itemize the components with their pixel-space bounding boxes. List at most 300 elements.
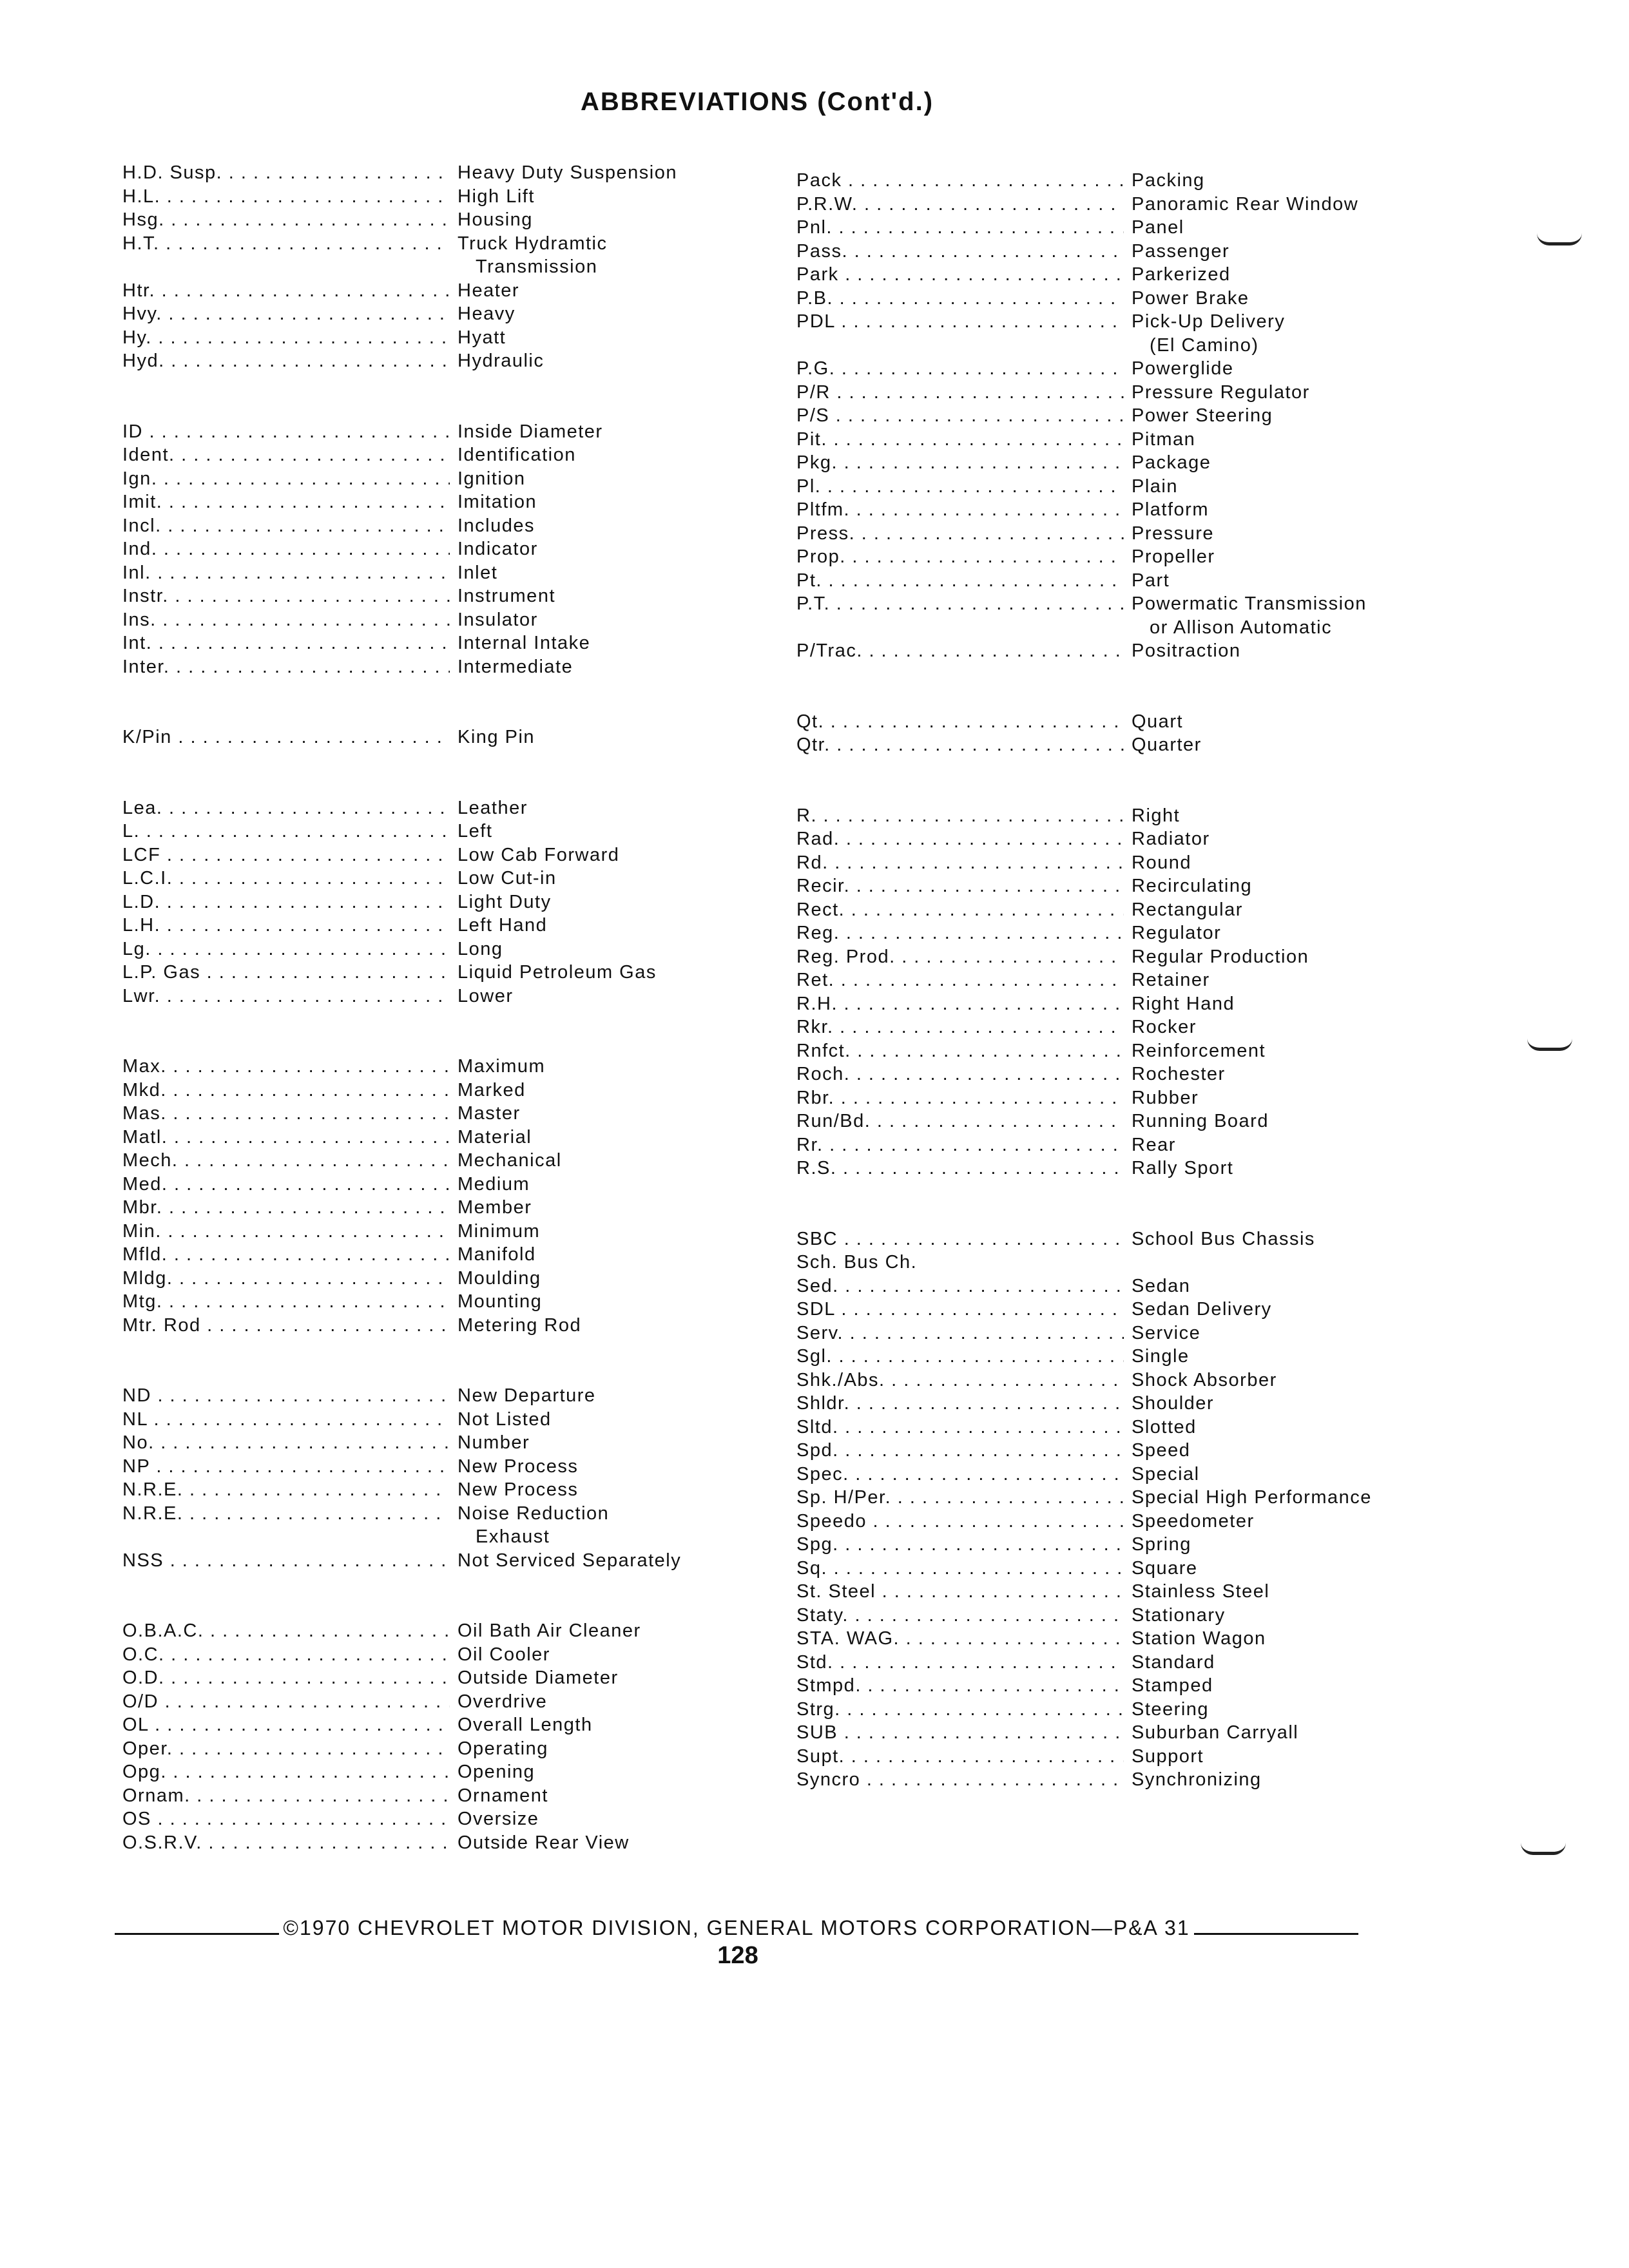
meaning-text: Suburban Carryall bbox=[1132, 1722, 1299, 1743]
meaning-text: Steering bbox=[1132, 1698, 1210, 1720]
abbreviation-meaning bbox=[450, 467, 702, 491]
abbreviation-term: Recir. . . . bbox=[796, 874, 1124, 898]
abbreviation-meaning bbox=[450, 1455, 702, 1479]
abbreviation-meaning bbox=[1124, 1086, 1389, 1110]
meaning-text: King Pin bbox=[458, 727, 535, 747]
meaning-text: Lower bbox=[458, 985, 514, 1006]
abbreviation-term: NSS . . . bbox=[122, 1549, 450, 1573]
meaning-text: New Departure bbox=[458, 1385, 596, 1406]
meaning-text: Left Hand bbox=[458, 915, 548, 936]
abbreviation-entry bbox=[796, 1674, 1389, 1698]
abbreviation-meaning bbox=[1124, 874, 1389, 898]
abbreviation-entry bbox=[796, 710, 1389, 734]
abbreviation-term: Mas. . . . bbox=[122, 1102, 450, 1126]
meaning-text: Plain bbox=[1132, 476, 1178, 497]
abbreviation-meaning bbox=[450, 914, 702, 937]
meaning-text: Number bbox=[458, 1432, 530, 1453]
abbreviation-entry bbox=[796, 1721, 1389, 1745]
abbreviation-entry bbox=[796, 404, 1389, 428]
abbreviation-meaning bbox=[1124, 263, 1389, 287]
abbreviation-meaning bbox=[450, 1290, 702, 1314]
abbreviation-term: Pass. . . . bbox=[796, 240, 1124, 264]
abbreviation-term: OL . . . bbox=[122, 1713, 450, 1737]
abbreviation-entry bbox=[796, 1133, 1389, 1157]
abbreviation-entry bbox=[796, 592, 1389, 639]
abbreviation-entry bbox=[796, 851, 1389, 875]
abbreviation-entry bbox=[796, 1557, 1389, 1581]
abbreviation-entry bbox=[122, 1290, 702, 1314]
abbreviation-meaning bbox=[450, 1502, 702, 1549]
abbreviation-meaning bbox=[1124, 569, 1389, 593]
abbreviation-term: NP . . . bbox=[122, 1455, 450, 1479]
meaning-text: Long bbox=[458, 938, 503, 959]
meaning-text: Imitation bbox=[458, 492, 537, 512]
meaning-text: Powermatic Transmission bbox=[1132, 593, 1367, 614]
abbreviation-entry bbox=[122, 1102, 702, 1126]
abbreviation-term: Rr. . . . bbox=[796, 1133, 1124, 1157]
abbreviation-group bbox=[122, 1619, 702, 1854]
abbreviation-term: Rbr. . . . bbox=[796, 1086, 1124, 1110]
abbreviation-group bbox=[796, 804, 1389, 1180]
abbreviation-entry bbox=[122, 1784, 702, 1808]
abbreviation-term: SUB . . . bbox=[796, 1721, 1124, 1745]
meaning-text: Oil Bath Air Cleaner bbox=[458, 1620, 641, 1641]
abbreviation-entry bbox=[122, 608, 702, 632]
abbreviation-term: P.T. . . . bbox=[796, 592, 1124, 616]
abbreviation-meaning bbox=[450, 726, 702, 749]
abbreviation-meaning bbox=[450, 1079, 702, 1102]
abbreviation-meaning bbox=[1124, 968, 1389, 992]
meaning-text: Includes bbox=[458, 515, 535, 536]
abbreviation-term: Rkr. . . . bbox=[796, 1015, 1124, 1039]
abbreviation-meaning bbox=[1124, 1557, 1389, 1581]
abbreviation-meaning bbox=[1124, 1015, 1389, 1039]
abbreviation-term: L.H. . . . bbox=[122, 914, 450, 937]
abbreviation-term: H.D. Susp. . . . bbox=[122, 161, 450, 185]
meaning-text: Recirculating bbox=[1132, 876, 1253, 896]
abbreviation-entry bbox=[122, 537, 702, 561]
abbreviation-term: Lg. . . . bbox=[122, 937, 450, 961]
abbreviation-entry bbox=[796, 451, 1389, 475]
abbreviation-term: P.B. . . . bbox=[796, 287, 1124, 311]
abbreviation-term: Spd. . . . bbox=[796, 1439, 1124, 1463]
abbreviation-term: Shldr. . . . bbox=[796, 1392, 1124, 1416]
abbreviation-entry bbox=[796, 428, 1389, 452]
abbreviation-term: K/Pin . . . bbox=[122, 726, 450, 749]
abbreviation-entry bbox=[796, 874, 1389, 898]
abbreviation-meaning bbox=[1124, 1627, 1389, 1651]
abbreviation-meaning bbox=[1124, 1321, 1389, 1345]
abbreviation-term: Med. . . . bbox=[122, 1173, 450, 1196]
abbreviation-meaning bbox=[450, 1643, 702, 1667]
abbreviation-meaning bbox=[1124, 1745, 1389, 1769]
abbreviation-meaning bbox=[1124, 898, 1389, 922]
abbreviation-meaning bbox=[450, 1149, 702, 1173]
abbreviation-meaning bbox=[1124, 1110, 1389, 1133]
meaning-text: Retainer bbox=[1132, 970, 1210, 990]
meaning-text: Right bbox=[1132, 805, 1181, 826]
abbreviation-group bbox=[122, 1055, 702, 1337]
abbreviation-entry bbox=[796, 1298, 1389, 1321]
abbreviation-meaning bbox=[1124, 1698, 1389, 1722]
abbreviation-term: O.C. . . . bbox=[122, 1643, 450, 1667]
abbreviation-term: Press. . . . bbox=[796, 522, 1124, 546]
abbreviation-term: Run/Bd. . . . bbox=[796, 1110, 1124, 1133]
meaning-text: Power Brake bbox=[1132, 287, 1249, 309]
abbreviation-term: N.R.E. . . . bbox=[122, 1478, 450, 1502]
abbreviation-meaning bbox=[1124, 1463, 1389, 1486]
abbreviation-term: Supt. . . . bbox=[796, 1745, 1124, 1769]
abbreviation-meaning bbox=[450, 1102, 702, 1126]
meaning-text: Rochester bbox=[1132, 1064, 1226, 1084]
meaning-text: Rocker bbox=[1132, 1017, 1197, 1037]
abbreviation-meaning bbox=[450, 1314, 702, 1338]
meaning-text: New Process bbox=[458, 1456, 579, 1477]
meaning-text: Outside Rear View bbox=[458, 1832, 630, 1853]
abbreviation-entry bbox=[122, 961, 702, 985]
meaning-text: Service bbox=[1132, 1322, 1201, 1343]
abbreviation-meaning bbox=[1124, 475, 1389, 499]
meaning-text: Stamped bbox=[1132, 1675, 1213, 1696]
abbreviation-meaning bbox=[1124, 287, 1389, 311]
abbreviation-meaning bbox=[450, 796, 702, 820]
abbreviation-entry bbox=[122, 1196, 702, 1220]
abbreviation-term: Opg. . . . bbox=[122, 1760, 450, 1784]
abbreviation-meaning bbox=[1124, 851, 1389, 875]
meaning-text: Heater bbox=[458, 280, 520, 301]
meaning-text: Platform bbox=[1132, 499, 1209, 520]
abbreviation-entry bbox=[122, 914, 702, 937]
meaning-text: Member bbox=[458, 1197, 532, 1218]
abbreviation-group bbox=[796, 710, 1389, 757]
meaning-text: Radiator bbox=[1132, 829, 1210, 849]
abbreviation-entry bbox=[122, 1055, 702, 1079]
abbreviation-group bbox=[122, 1384, 702, 1572]
abbreviation-entry bbox=[122, 1243, 702, 1267]
abbreviation-entry bbox=[796, 921, 1389, 945]
abbreviation-meaning bbox=[1124, 498, 1389, 522]
abbreviation-term: Pt. . . . bbox=[796, 569, 1124, 593]
meaning-text: Regular Production bbox=[1132, 946, 1309, 967]
abbreviation-entry bbox=[122, 420, 702, 444]
abbreviation-meaning bbox=[450, 584, 702, 608]
meaning-text: Heavy bbox=[458, 303, 516, 324]
abbreviation-term: ND . . . bbox=[122, 1384, 450, 1408]
abbreviation-meaning bbox=[450, 1126, 702, 1149]
abbreviation-entry bbox=[122, 326, 702, 350]
meaning-text: Metering Rod bbox=[458, 1314, 582, 1336]
abbreviation-entry bbox=[796, 381, 1389, 405]
page-number: 128 bbox=[717, 1942, 758, 1969]
abbreviation-entry bbox=[796, 733, 1389, 757]
abbreviation-meaning bbox=[1124, 193, 1389, 216]
abbreviation-meaning bbox=[450, 349, 702, 373]
abbreviation-term: Reg. Prod. . . . bbox=[796, 945, 1124, 969]
abbreviation-entry bbox=[122, 1173, 702, 1196]
abbreviation-entry bbox=[122, 561, 702, 585]
abbreviation-term: Sp. H/Per. . . . bbox=[796, 1486, 1124, 1510]
abbreviation-meaning bbox=[450, 1196, 702, 1220]
abbreviation-term: Strg. . . . bbox=[796, 1698, 1124, 1722]
abbreviation-entry bbox=[796, 1698, 1389, 1722]
abbreviation-term: Instr. . . . bbox=[122, 584, 450, 608]
meaning-text: Powerglide bbox=[1132, 358, 1234, 379]
meaning-text: Overdrive bbox=[458, 1691, 548, 1712]
abbreviation-meaning bbox=[1124, 381, 1389, 405]
abbreviation-entry bbox=[122, 985, 702, 1008]
abbreviation-meaning bbox=[1124, 733, 1389, 757]
meaning-text: Rubber bbox=[1132, 1087, 1199, 1108]
meaning-text: Mounting bbox=[458, 1291, 543, 1312]
abbreviation-entry bbox=[122, 631, 702, 655]
abbreviation-term: H.T. . . . bbox=[122, 232, 450, 256]
meaning-text: Ornament bbox=[458, 1785, 548, 1806]
abbreviation-entry bbox=[122, 1666, 702, 1690]
abbreviation-term: OS . . . bbox=[122, 1807, 450, 1831]
abbreviation-term: Ident. . . . bbox=[122, 443, 450, 467]
abbreviation-entry bbox=[796, 522, 1389, 546]
abbreviation-entry bbox=[122, 161, 702, 185]
abbreviation-entry bbox=[796, 498, 1389, 522]
abbreviation-meaning bbox=[450, 537, 702, 561]
abbreviation-meaning bbox=[1124, 992, 1389, 1016]
abbreviation-entry bbox=[796, 1110, 1389, 1133]
abbreviation-meaning bbox=[450, 1267, 702, 1291]
meaning-text: Positraction bbox=[1132, 640, 1241, 661]
abbreviation-term: L.C.I. . . . bbox=[122, 867, 450, 890]
abbreviation-entry bbox=[122, 514, 702, 538]
abbreviation-entry bbox=[796, 1463, 1389, 1486]
abbreviation-meaning bbox=[450, 1713, 702, 1737]
abbreviation-meaning bbox=[450, 1737, 702, 1761]
meaning-text: Square bbox=[1132, 1557, 1198, 1579]
abbreviation-entry bbox=[796, 240, 1389, 264]
meaning-text: Reinforcement bbox=[1132, 1040, 1266, 1061]
meaning-text: Part bbox=[1132, 570, 1170, 591]
abbreviation-meaning bbox=[450, 1760, 702, 1784]
meaning-text: Low Cab Forward bbox=[458, 844, 620, 865]
abbreviation-entry bbox=[796, 1345, 1389, 1369]
abbreviation-entry bbox=[796, 263, 1389, 287]
meaning-text: Package bbox=[1132, 452, 1211, 473]
abbreviation-term: Inl. . . . bbox=[122, 561, 450, 585]
abbreviation-entry bbox=[122, 584, 702, 608]
abbreviation-term: Hsg. . . . bbox=[122, 208, 450, 232]
abbreviation-group bbox=[796, 1227, 1389, 1792]
abbreviation-entry bbox=[796, 357, 1389, 381]
abbreviation-entry bbox=[796, 1039, 1389, 1063]
abbreviation-entry bbox=[122, 1149, 702, 1173]
abbreviation-meaning bbox=[1124, 1651, 1389, 1675]
abbreviation-term: Pkg. . . . bbox=[796, 451, 1124, 475]
meaning-text: Leather bbox=[458, 797, 528, 818]
abbreviation-term: SDL . . . bbox=[796, 1298, 1124, 1321]
abbreviation-meaning bbox=[450, 1173, 702, 1196]
abbreviation-entry bbox=[796, 216, 1389, 240]
footer-copyright: ©1970 CHEVROLET MOTOR DIVISION, GENERAL MOTORS CORPORATION—P&A 31 bbox=[283, 1916, 1190, 1939]
abbreviation-entry bbox=[796, 1321, 1389, 1345]
abbreviation-entry bbox=[796, 992, 1389, 1016]
meaning-text: Station Wagon bbox=[1132, 1628, 1266, 1649]
meaning-text: Pitman bbox=[1132, 428, 1196, 450]
abbreviation-term: Ret. . . . bbox=[796, 968, 1124, 992]
abbreviation-meaning bbox=[1124, 1369, 1389, 1392]
abbreviation-meaning bbox=[450, 1431, 702, 1455]
meaning-text: School Bus Chassis bbox=[1132, 1228, 1315, 1249]
meaning-text: Oil Cooler bbox=[458, 1644, 550, 1665]
abbreviation-entry bbox=[122, 1643, 702, 1667]
abbreviation-meaning bbox=[450, 232, 702, 279]
abbreviation-meaning bbox=[450, 867, 702, 890]
meaning-text: Shock Absorber bbox=[1132, 1369, 1277, 1390]
abbreviation-term: Imit. . . . bbox=[122, 490, 450, 514]
abbreviation-meaning bbox=[450, 514, 702, 538]
meaning-text: Sedan Delivery bbox=[1132, 1299, 1272, 1320]
meaning-text: Ignition bbox=[458, 468, 526, 489]
abbreviation-meaning bbox=[1124, 1486, 1389, 1510]
abbreviation-meaning bbox=[1124, 404, 1389, 428]
meaning-text: Stationary bbox=[1132, 1604, 1226, 1626]
abbreviation-entry bbox=[796, 193, 1389, 216]
meaning-text: Standard bbox=[1132, 1651, 1215, 1673]
meaning-text: Inlet bbox=[458, 562, 498, 583]
abbreviation-term: Lwr. . . . bbox=[122, 985, 450, 1008]
meaning-text: Pressure Regulator bbox=[1132, 381, 1310, 403]
meaning-text: Hyatt bbox=[458, 327, 506, 348]
abbreviation-term: Mtg. . . . bbox=[122, 1290, 450, 1314]
meaning-text: Rear bbox=[1132, 1134, 1176, 1155]
abbreviation-entry bbox=[796, 1086, 1389, 1110]
abbreviation-meaning bbox=[1124, 1510, 1389, 1533]
abbreviation-entry bbox=[796, 898, 1389, 922]
abbreviation-meaning bbox=[1124, 522, 1389, 546]
abbreviation-term: Lea. . . . bbox=[122, 796, 450, 820]
footer-rule-left bbox=[115, 1933, 279, 1935]
meaning-continuation: Exhaust bbox=[476, 1526, 550, 1547]
abbreviation-meaning bbox=[1124, 428, 1389, 452]
meaning-text: Synchronizing bbox=[1132, 1769, 1262, 1790]
meaning-text: Moulding bbox=[458, 1267, 541, 1289]
meaning-text: Not Serviced Separately bbox=[458, 1550, 682, 1571]
abbreviation-meaning bbox=[1124, 592, 1389, 639]
abbreviation-term: Mkd. . . . bbox=[122, 1079, 450, 1102]
abbreviation-entry bbox=[796, 1745, 1389, 1769]
abbreviation-entry bbox=[122, 232, 702, 279]
abbreviation-entry bbox=[796, 569, 1389, 593]
abbreviation-term: Mfld. . . . bbox=[122, 1243, 450, 1267]
abbreviation-meaning bbox=[450, 1055, 702, 1079]
abbreviation-meaning bbox=[1124, 1721, 1389, 1745]
abbreviation-meaning bbox=[450, 1666, 702, 1690]
meaning-text: Hydraulic bbox=[458, 351, 545, 371]
abbreviation-entry bbox=[796, 1604, 1389, 1628]
abbreviation-meaning bbox=[1124, 1157, 1389, 1180]
meaning-text: Single bbox=[1132, 1346, 1190, 1367]
meaning-text: Low Cut-in bbox=[458, 868, 557, 889]
abbreviation-meaning bbox=[450, 1784, 702, 1808]
meaning-text: High Lift bbox=[458, 186, 535, 207]
abbreviation-entry bbox=[122, 185, 702, 209]
abbreviation-term: Rad. . . . bbox=[796, 827, 1124, 851]
abbreviation-term: P.G. . . . bbox=[796, 357, 1124, 381]
abbreviation-term: Staty. . . . bbox=[796, 1604, 1124, 1628]
abbreviation-meaning bbox=[450, 1384, 702, 1408]
abbreviation-meaning bbox=[450, 890, 702, 914]
abbreviation-entry bbox=[796, 968, 1389, 992]
abbreviation-entry bbox=[122, 1713, 702, 1737]
meaning-text: Oversize bbox=[458, 1809, 539, 1829]
scan-mark bbox=[1527, 1039, 1572, 1051]
abbreviation-term: Rd. . . . bbox=[796, 851, 1124, 875]
meaning-text: Master bbox=[458, 1103, 521, 1124]
meaning-text: Material bbox=[458, 1126, 532, 1148]
meaning-text: Inside Diameter bbox=[458, 421, 603, 442]
abbreviation-meaning bbox=[1124, 1227, 1389, 1251]
abbreviation-meaning bbox=[1124, 827, 1389, 851]
abbreviation-term: St. Steel . . . bbox=[796, 1580, 1124, 1604]
abbreviation-entry bbox=[122, 1267, 702, 1291]
abbreviation-entry bbox=[122, 1807, 702, 1831]
abbreviation-term: Htr. . . . bbox=[122, 279, 450, 303]
abbreviation-entry bbox=[122, 1384, 702, 1408]
abbreviation-meaning bbox=[1124, 1392, 1389, 1416]
abbreviation-term: P/S . . . bbox=[796, 404, 1124, 428]
abbreviation-meaning bbox=[450, 443, 702, 467]
abbreviation-meaning bbox=[1124, 357, 1389, 381]
meaning-text: Marked bbox=[458, 1079, 526, 1100]
meaning-text: Round bbox=[1132, 852, 1191, 873]
abbreviation-term: Ign. . . . bbox=[122, 467, 450, 491]
abbreviation-term: P.R.W. . . . bbox=[796, 193, 1124, 216]
abbreviation-term: Reg. . . . bbox=[796, 921, 1124, 945]
meaning-text: Identification bbox=[458, 445, 576, 465]
abbreviation-term: O.D. . . . bbox=[122, 1666, 450, 1690]
abbreviation-term: Sch. Bus Ch. bbox=[796, 1252, 918, 1273]
footer-rule-right bbox=[1194, 1933, 1358, 1935]
abbreviation-meaning bbox=[1124, 310, 1389, 357]
abbreviation-meaning bbox=[1124, 804, 1389, 828]
abbreviation-term: Pl. . . . bbox=[796, 475, 1124, 499]
abbreviation-entry bbox=[122, 1690, 702, 1714]
abbreviation-term: Pit. . . . bbox=[796, 428, 1124, 452]
abbreviation-meaning bbox=[450, 1549, 702, 1573]
abbreviation-entry bbox=[796, 1627, 1389, 1651]
abbreviation-meaning bbox=[1124, 169, 1389, 193]
abbreviation-term: Stmpd. . . . bbox=[796, 1674, 1124, 1698]
meaning-text: Insulator bbox=[458, 609, 538, 630]
abbreviation-entry bbox=[796, 1651, 1389, 1675]
abbreviation-entry bbox=[122, 490, 702, 514]
meaning-text: Panoramic Rear Window bbox=[1132, 193, 1359, 215]
abbreviation-meaning bbox=[1124, 1533, 1389, 1557]
abbreviation-term: R.S. . . . bbox=[796, 1157, 1124, 1180]
abbreviation-entry bbox=[122, 937, 702, 961]
abbreviation-term: LCF . . . bbox=[122, 843, 450, 867]
meaning-text: Passenger bbox=[1132, 240, 1230, 262]
meaning-text: Opening bbox=[458, 1762, 535, 1782]
abbreviation-entry bbox=[122, 1502, 702, 1549]
abbreviation-entry bbox=[122, 1455, 702, 1479]
meaning-text: Special bbox=[1132, 1463, 1200, 1485]
meaning-continuation: (El Camino) bbox=[1150, 334, 1259, 356]
abbreviation-entry bbox=[796, 1486, 1389, 1510]
abbreviation-term: H.L. . . . bbox=[122, 185, 450, 209]
abbreviation-entry bbox=[122, 1126, 702, 1149]
abbreviation-term: N.R.E. . . . bbox=[122, 1502, 450, 1526]
abbreviation-meaning bbox=[450, 608, 702, 632]
abbreviation-entry bbox=[122, 1431, 702, 1455]
meaning-text: Mechanical bbox=[458, 1150, 562, 1171]
